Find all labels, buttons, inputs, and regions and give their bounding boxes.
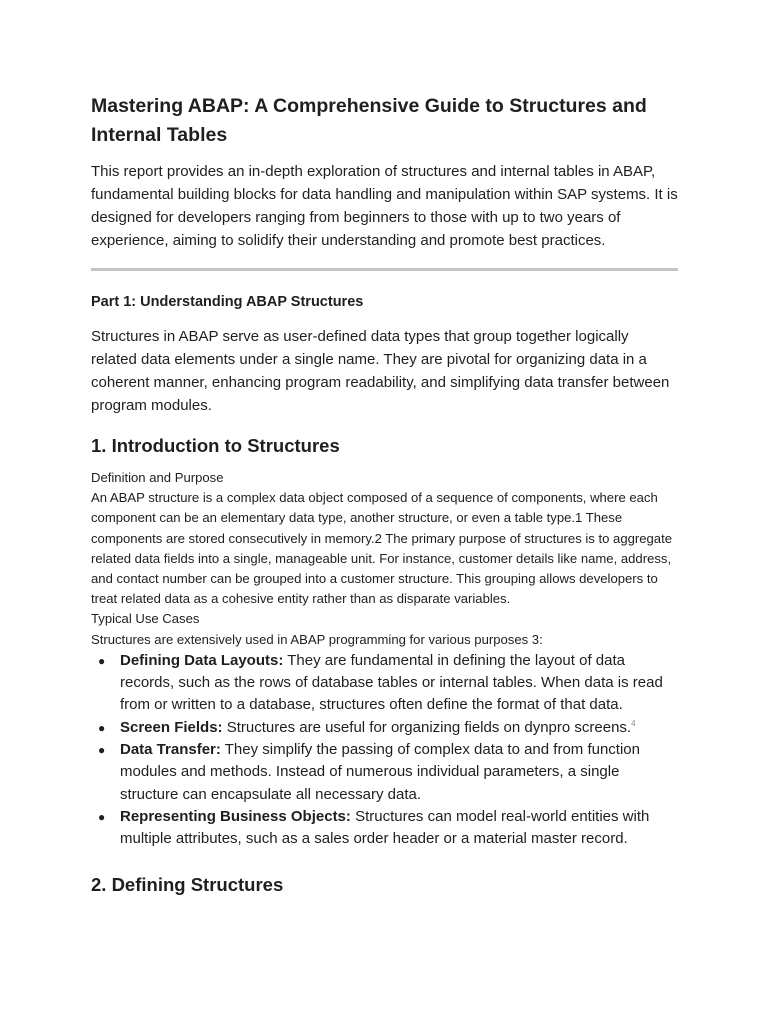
list-item-term: Representing Business Objects: [120, 807, 351, 825]
footnote-reference[interactable]: 4 [631, 718, 636, 728]
list-item-text: They simplify the passing of complex data to and from function modules and methods. Instead of numerous individual parameters, a single structure can encapsulate all necessary data. [120, 741, 640, 803]
list-item [91, 806, 678, 851]
list-item-text: Structures are useful for organizing fields on dynpro screens. [222, 718, 632, 736]
use-cases-list [91, 650, 678, 851]
section2-heading: 2. Defining Structures [91, 873, 284, 895]
list-item-term: Screen Fields: [120, 718, 223, 736]
list-item-text: They are fundamental in defining the layout of data records, such as the rows of database tables or internal tables. When data is read from or written to a database, structures often define the format of that data. [120, 651, 663, 714]
bullet-icon: ● [98, 743, 106, 758]
intro-paragraph: This report provides an in-depth exploration of structures and internal tables in ABAP, fundamental building blocks for data handling and manipulation within SAP systems. It is designed for developers ranging from beginners to those with up to two years of experience, aiming to solidify their understanding and promote best practices. [91, 163, 678, 249]
bullet-icon: ● [98, 720, 106, 735]
part1-heading: Part 1: Understanding ABAP Structures [91, 294, 364, 310]
horizontal-divider [91, 268, 678, 271]
list-item-text: Structures can model real-world entities with multiple attributes, such as a sales order header or a material master record. [120, 807, 650, 848]
part1-paragraph: Structures in ABAP serve as user-defined data types that group together logically related data elements under a single name. They are pivotal for organizing data in a coherent manner, enhancing program readability, and simplifying data transfer between program modules. [91, 328, 670, 414]
list-item-term: Data Transfer: [120, 741, 221, 759]
bullet-icon: ● [98, 653, 106, 668]
definition-block [91, 468, 678, 650]
list-item [91, 650, 678, 717]
definition-label: Definition and Purpose [91, 470, 224, 485]
list-item [91, 717, 678, 739]
document-title: Mastering ABAP: A Comprehensive Guide to Structures and Internal Tables [91, 95, 647, 146]
definition-text: An ABAP structure is a complex data object composed of a sequence of components, where each component can be an elementary data type, another structure, or even a table type.1 These components are stored consecutively in memory.2 The primary purpose of structures is to aggregate related data fields into a single, manageable unit. For instance, customer details like name, address, and contact number can be grouped into a customer structure. This grouping allows developers to treat related data as a cohesive entity rather than as disparate variables. [91, 490, 673, 607]
bullet-icon: ● [98, 809, 106, 824]
use-cases-label: Typical Use Cases [91, 611, 200, 627]
list-item [91, 739, 678, 806]
section1-heading: 1. Introduction to Structures [91, 435, 340, 456]
list-item-term: Defining Data Layouts: [120, 651, 284, 669]
use-cases-intro: Structures are extensively used in ABAP programming for various purposes 3: [91, 631, 543, 647]
